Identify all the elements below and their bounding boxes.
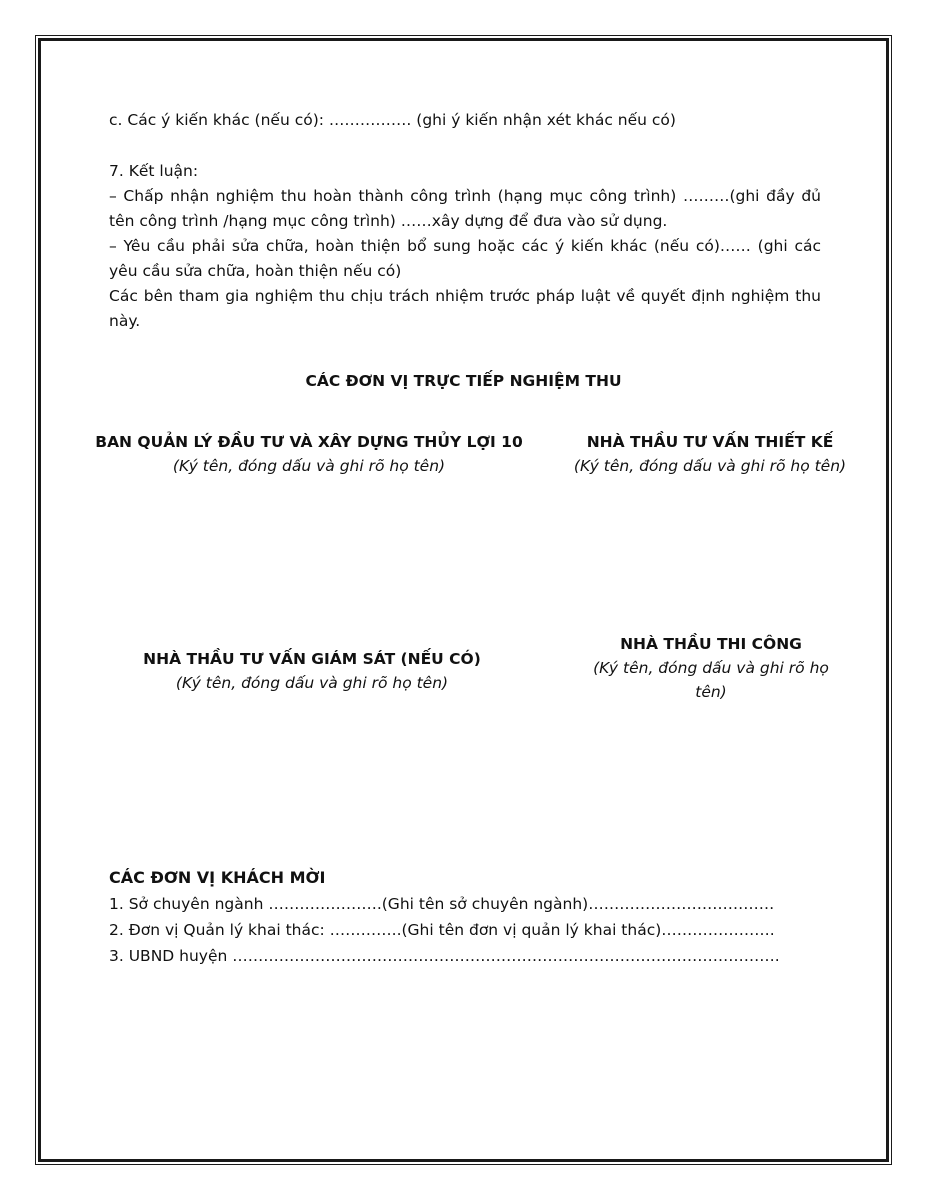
conclusion-heading: 7. Kết luận: — [109, 162, 199, 180]
supervision-consultant-sign-note: (Ký tên, đóng dấu và ghi rõ họ tên) — [175, 674, 449, 692]
conclusion-accept: – Chấp nhận nghiệm thu hoàn thành công trình (hạng mục công trình) ………(ghi đầy đủ tên công trình /hạng mục công trình) ……xây dựng để đưa vào sử dụng. — [109, 187, 821, 230]
investor-signature-block — [76, 430, 542, 478]
supervision-consultant-title: NHÀ THẦU TƯ VẤN GIÁM SÁT (NẾU CÓ) — [143, 650, 481, 668]
supervision-consultant-signature-block — [122, 647, 502, 695]
investor-title: BAN QUẢN LÝ ĐẦU TƯ VÀ XÂY DỰNG THỦY LỢI 10 — [95, 433, 523, 451]
contractor-sign-note-line2: tên) — [695, 683, 727, 701]
responsibility-statement: Các bên tham gia nghiệm thu chịu trách nhiệm trước pháp luật về quyết định nghiệm thu này. — [109, 287, 821, 330]
investor-sign-note: (Ký tên, đóng dấu và ghi rõ họ tên) — [172, 457, 446, 475]
design-consultant-sign-note: (Ký tên, đóng dấu và ghi rõ họ tên) — [573, 457, 847, 475]
guest-units-section — [109, 865, 821, 969]
design-consultant-signature-block — [560, 430, 860, 478]
guest-units-title: CÁC ĐƠN VỊ KHÁCH MỜI — [109, 868, 326, 887]
contractor-signature-block — [580, 632, 842, 704]
contractor-title: NHÀ THẦU THI CÔNG — [620, 635, 802, 653]
conclusion-repair: – Yêu cầu phải sửa chữa, hoàn thiện bổ sung hoặc các ý kiến khác (nếu có)…… (ghi các yêu cầu sửa chữa, hoàn thiện nếu có) — [109, 237, 821, 280]
document-body — [109, 108, 821, 334]
direct-acceptance-units-title: CÁC ĐƠN VỊ TRỰC TIẾP NGHIỆM THU — [305, 372, 622, 390]
guest-item-operator: 2. Đơn vị Quản lý khai thác: …………..(Ghi tên đơn vị quản lý khai thác)…………………. — [109, 921, 775, 939]
guest-item-district: 3. UBND huyện ……………………………………………………………………………………………. — [109, 947, 780, 965]
contractor-sign-note-line1: (Ký tên, đóng dấu và ghi rõ họ — [593, 659, 829, 677]
item-c-other-opinions: c. Các ý kiến khác (nếu có): ……………. (ghi ý kiến nhận xét khác nếu có) — [109, 111, 676, 129]
guest-item-department: 1. Sở chuyên ngành ………………….(Ghi tên sở chuyên ngành)……………………………… — [109, 895, 775, 913]
design-consultant-title: NHÀ THẦU TƯ VẤN THIẾT KẾ — [586, 433, 834, 451]
